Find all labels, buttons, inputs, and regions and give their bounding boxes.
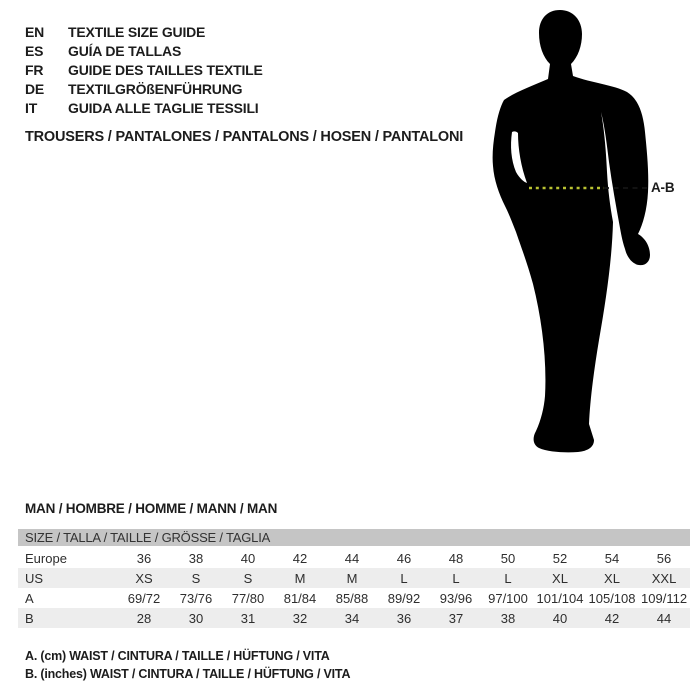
size-cell: 37 xyxy=(430,608,482,628)
language-title: TEXTILGRÖßENFÜHRUNG xyxy=(68,80,243,97)
size-cell: 30 xyxy=(170,608,222,628)
man-silhouette xyxy=(493,10,650,452)
language-title: GUIDE DES TAILLES TEXTILE xyxy=(68,61,263,78)
language-code: IT xyxy=(25,99,38,116)
size-cell: 54 xyxy=(604,550,620,566)
row-label: Europe xyxy=(25,550,67,566)
size-cell: L xyxy=(378,568,430,588)
size-cell: 109/112 xyxy=(641,590,688,606)
size-cell: 40 xyxy=(240,550,256,566)
size-cell: 77/80 xyxy=(231,590,265,606)
size-cell: 89/92 xyxy=(387,590,421,606)
size-cell: L xyxy=(482,568,534,588)
size-cell: 28 xyxy=(118,608,170,628)
size-cell: 40 xyxy=(534,608,586,628)
size-cell: 97/100 xyxy=(488,590,528,606)
size-cell: 105/108 xyxy=(588,590,636,606)
size-cell: 36 xyxy=(136,550,152,566)
size-cell: M xyxy=(274,568,326,588)
table-row xyxy=(18,588,690,608)
category-title: TROUSERS / PANTALONES / PANTALONS / HOSEN / PANTALONI xyxy=(25,129,464,145)
size-cell: 93/96 xyxy=(439,590,473,606)
size-cell: 101/104 xyxy=(536,590,584,606)
size-cell: 48 xyxy=(448,550,464,566)
row-label: B xyxy=(18,608,118,628)
size-cell: 34 xyxy=(326,608,378,628)
row-label: A xyxy=(25,590,34,606)
row-label: US xyxy=(18,568,118,588)
size-table xyxy=(18,529,690,628)
size-cell: 44 xyxy=(344,550,360,566)
size-cell: 69/72 xyxy=(127,590,161,606)
size-cell: 44 xyxy=(638,608,690,628)
language-code: FR xyxy=(25,61,44,78)
size-cell: XXL xyxy=(638,568,690,588)
size-cell: S xyxy=(222,568,274,588)
size-cell: 46 xyxy=(396,550,412,566)
size-cell: 50 xyxy=(500,550,516,566)
footnotes xyxy=(25,649,350,685)
language-title: TEXTILE SIZE GUIDE xyxy=(68,23,206,40)
section-title: MAN / HOMBRE / HOMME / MANN / MAN xyxy=(25,501,278,516)
footnote-line: A. (cm) WAIST / CINTURA / TAILLE / HÜFTUNG / VITA xyxy=(25,649,330,663)
table-row xyxy=(18,547,690,568)
footnote-line: B. (inches) WAIST / CINTURA / TAILLE / HÜFTUNG / VITA xyxy=(25,667,351,681)
language-title: GUIDA ALLE TAGLIE TESSILI xyxy=(68,99,259,116)
size-cell: 42 xyxy=(586,608,638,628)
size-cell: L xyxy=(430,568,482,588)
size-table-body xyxy=(18,529,690,628)
size-cell: 52 xyxy=(552,550,568,566)
language-code: ES xyxy=(25,42,44,59)
table-header-cell: SIZE / TALLA / TAILLE / GRÖSSE / TAGLIA xyxy=(18,529,690,547)
language-title: GUÍA DE TALLAS xyxy=(68,42,182,59)
size-cell: 85/88 xyxy=(335,590,369,606)
table-row xyxy=(18,608,690,628)
size-cell: XL xyxy=(586,568,638,588)
waist-measure-label: A-B xyxy=(651,180,675,195)
size-cell: 38 xyxy=(482,608,534,628)
language-code: DE xyxy=(25,80,45,97)
table-row xyxy=(18,568,690,588)
size-cell: 36 xyxy=(378,608,430,628)
size-cell: 38 xyxy=(188,550,204,566)
size-cell: XS xyxy=(118,568,170,588)
table-header-row xyxy=(18,529,690,547)
size-cell: 42 xyxy=(292,550,308,566)
language-code: EN xyxy=(25,23,45,40)
size-cell: 32 xyxy=(274,608,326,628)
size-cell: 31 xyxy=(222,608,274,628)
size-cell: XL xyxy=(534,568,586,588)
size-cell: 81/84 xyxy=(283,590,317,606)
size-cell: 73/76 xyxy=(179,590,213,606)
size-cell: 56 xyxy=(656,550,672,566)
size-cell: S xyxy=(170,568,222,588)
size-cell: M xyxy=(326,568,378,588)
